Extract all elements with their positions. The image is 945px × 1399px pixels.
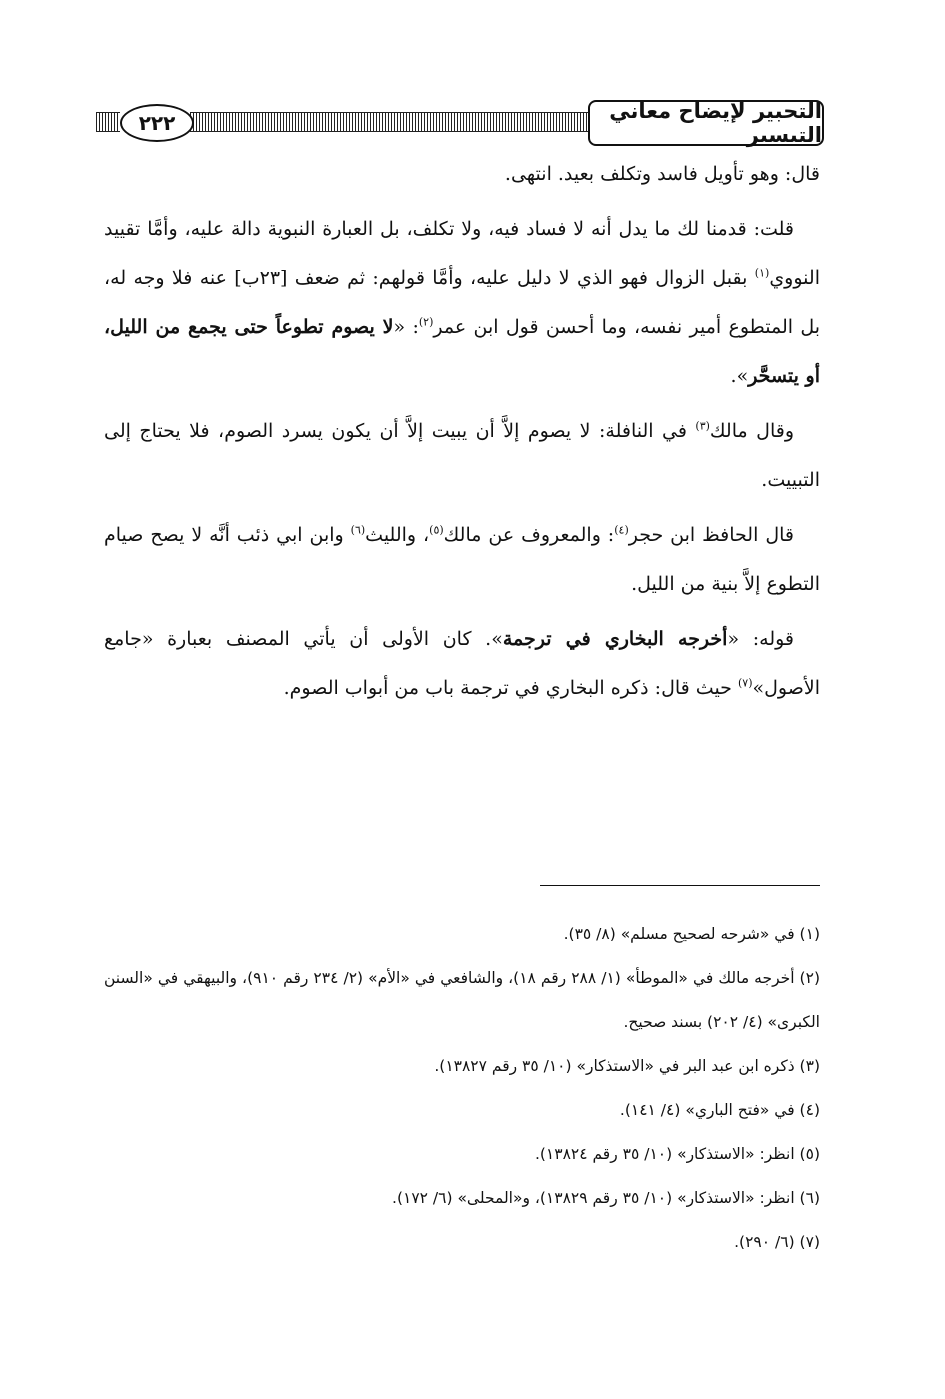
main-text xyxy=(104,150,820,719)
text: ». كان الأولى أن يأتي المصنف بعبارة «جامع الأصول» xyxy=(104,628,820,699)
footnote-3: (٣) ذكره ابن عبد البر في «الاستذكار» (١٠/ ٣٥ رقم ١٣٨٢٧). xyxy=(434,1057,820,1075)
footnote-ref[interactable]: (٤) xyxy=(614,523,629,537)
footnote-ref[interactable]: (٢) xyxy=(418,315,434,329)
header-ornament xyxy=(190,112,588,132)
text: حيث قال: ذكره البخاري في ترجمة باب من أبواب الصوم. xyxy=(283,677,738,699)
text: في النافلة: لا يصوم إلاَّ أن يبيت إلاَّ أن يكون يسرد الصوم، فلا يحتاج إلى التبييت. xyxy=(104,420,820,491)
footnote-1: (١) في «شرحه لصحيح مسلم» (٨/ ٣٥). xyxy=(563,925,820,943)
text: قوله: « xyxy=(727,628,795,650)
text: وقال مالك xyxy=(709,420,794,442)
text: ، والليث xyxy=(365,524,430,546)
text: ». xyxy=(730,365,749,387)
footnote-6: (٦) انظر: «الاستذكار» (١٠/ ٣٥ رقم ١٣٨٢٩)، و«المحلى» (٦/ ١٧٢). xyxy=(392,1189,820,1207)
paragraph-4 xyxy=(104,511,820,609)
footnote-4: (٤) في «فتح الباري» (٤/ ١٤١). xyxy=(619,1101,820,1119)
footnote-5: (٥) انظر: «الاستذكار» (١٠/ ٣٥ رقم ١٣٨٢٤). xyxy=(534,1145,820,1163)
footnote-ref[interactable]: (٦) xyxy=(350,523,366,537)
text: وابن ابي ذئب أنَّه لا يصح صيام التطوع إلاَّ بنية من الليل. xyxy=(104,524,820,595)
header-ornament-left xyxy=(96,112,120,132)
text: قال الحافظ ابن حجر xyxy=(628,524,794,546)
text: قال: وهو تأويل فاسد وتكلف بعيد. انتهى. xyxy=(504,163,820,185)
footnote-ref[interactable]: (١) xyxy=(754,266,770,280)
paragraph-5 xyxy=(104,615,820,713)
book-title: التحبير لإيضاح معاني التيسير xyxy=(588,100,824,146)
text: : والمعروف عن مالك xyxy=(443,524,615,546)
running-header xyxy=(96,100,824,146)
footnotes xyxy=(104,912,820,1264)
text: بقبل الزوال فهو الذي لا دليل عليه، وأمَّا قولهم: ثم ضعف [٢٣ب] عنه فلا وجه له، بل المتطوع أمير نفسه، وما أحسن قول ابن عمر xyxy=(104,267,820,338)
paragraph-3 xyxy=(104,407,820,505)
footnote-ref[interactable]: (٣) xyxy=(695,419,710,433)
paragraph-1 xyxy=(104,150,820,199)
hadith-quote: لا يصوم تطوعاً حتى يجمع من الليل، أو يتسحَّر xyxy=(104,316,820,387)
page-number: ٢٢٢ xyxy=(120,104,194,142)
text: : « xyxy=(393,316,419,338)
footnote-7: (٧) (٦/ ٢٩٠). xyxy=(734,1233,820,1251)
footnote-separator xyxy=(540,885,820,886)
text: قلت: قدمنا لك ما يدل أنه لا فساد فيه، ولا تكلف، بل العبارة النبوية دالة عليه، وأمَّا تقييد النووي xyxy=(104,218,820,289)
quoted-phrase: أخرجه البخاري في ترجمة xyxy=(502,628,728,650)
paragraph-2 xyxy=(104,205,820,401)
footnote-ref[interactable]: (٧) xyxy=(737,676,753,690)
footnote-2: (٢) أخرجه مالك في «الموطأ» (١/ ٢٨٨ رقم ١٨)، والشافعي في «الأم» (٢/ ٢٣٤ رقم ٩١٠)، والبيهقي في «السنن الكبرى» (٤/ ٢٠٢) بسند صحيح. xyxy=(104,969,820,1031)
footnote-ref[interactable]: (٥) xyxy=(429,523,444,537)
